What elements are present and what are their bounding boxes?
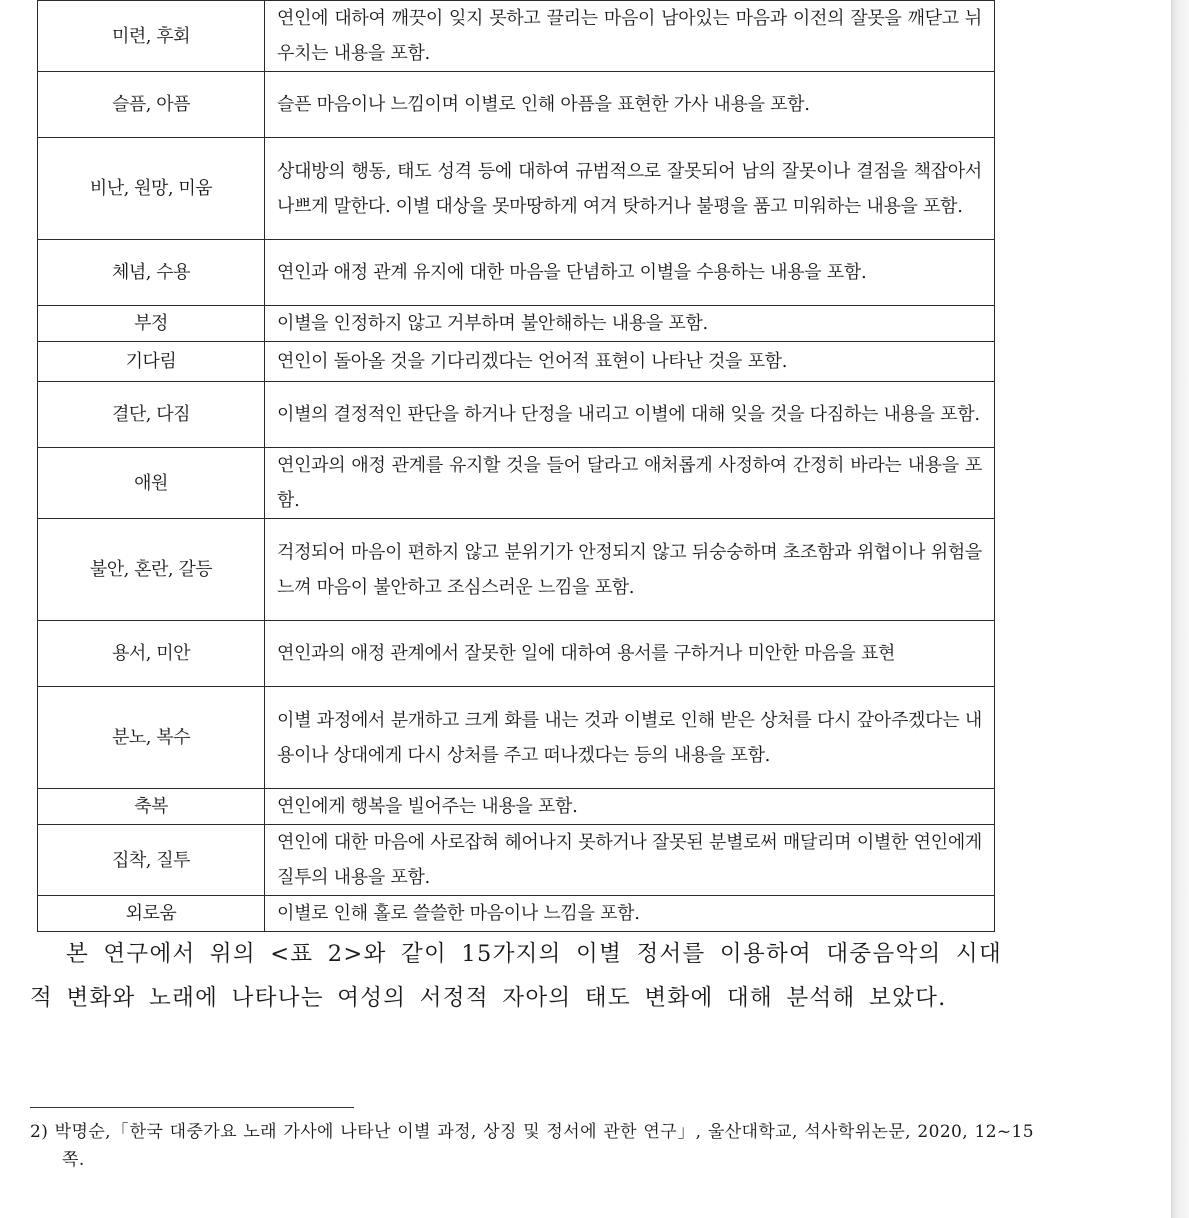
description-cell: 이별로 인해 홀로 쓸쓸한 마음이나 느낌을 포함. — [265, 896, 995, 932]
category-cell: 불안, 혼란, 갈등 — [38, 519, 265, 621]
description-cell: 걱정되어 마음이 편하지 않고 분위기가 안정되지 않고 뒤숭숭하며 초조함과 위협이나 위험을 느껴 마음이 불안하고 조심스러운 느낌을 포함. — [265, 519, 995, 621]
table-row — [38, 342, 995, 382]
category-cell: 외로움 — [38, 896, 265, 932]
description-cell: 연인과의 애정 관계에서 잘못한 일에 대하여 용서를 구하거나 미안한 마음을 표현 — [265, 621, 995, 687]
description-cell: 연인과 애정 관계 유지에 대한 마음을 단념하고 이별을 수용하는 내용을 포함. — [265, 240, 995, 306]
description-cell: 이별을 인정하지 않고 거부하며 불안해하는 내용을 포함. — [265, 306, 995, 342]
table-row — [38, 240, 995, 306]
body-paragraph: 본 연구에서 위의 <표 2>와 같이 15가지의 이별 정서를 이용하여 대중음악의 시대적 변화와 노래에 나타나는 여성의 서정적 자아의 태도 변화에 대해 분석해 보았다. — [30, 941, 1002, 1011]
table-row — [38, 896, 995, 932]
category-cell: 집착, 질투 — [38, 825, 265, 896]
emotion-table — [37, 0, 995, 932]
description-cell: 이별 과정에서 분개하고 크게 화를 내는 것과 이별로 인해 받은 상처를 다시 갚아주겠다는 내용이나 상대에게 다시 상처를 주고 떠나겠다는 등의 내용을 포함. — [265, 687, 995, 789]
description-cell: 연인에 대한 마음에 사로잡혀 헤어나지 못하거나 잘못된 분별로써 매달리며 이별한 연인에게 질투의 내용을 포함. — [265, 825, 995, 896]
category-cell: 비난, 원망, 미움 — [38, 138, 265, 240]
description-cell: 연인과의 애정 관계를 유지할 것을 들어 달라고 애처롭게 사정하여 간정히 바라는 내용을 포함. — [265, 448, 995, 519]
footnote-divider — [30, 1107, 354, 1108]
scrollbar[interactable] — [1171, 0, 1189, 1218]
table-row — [38, 621, 995, 687]
table-row — [38, 138, 995, 240]
description-cell: 슬픈 마음이나 느낌이며 이별로 인해 아픔을 표현한 가사 내용을 포함. — [265, 72, 995, 138]
category-cell: 용서, 미안 — [38, 621, 265, 687]
category-cell: 부정 — [38, 306, 265, 342]
table-row — [38, 306, 995, 342]
category-cell: 슬픔, 아픔 — [38, 72, 265, 138]
category-cell: 미련, 후회 — [38, 1, 265, 72]
category-cell: 축복 — [38, 789, 265, 825]
table-row — [38, 382, 995, 448]
table-row — [38, 72, 995, 138]
category-cell: 체념, 수용 — [38, 240, 265, 306]
description-cell: 연인이 돌아올 것을 기다리겠다는 언어적 표현이 나타난 것을 포함. — [265, 342, 995, 382]
table-row — [38, 1, 995, 72]
category-cell: 애원 — [38, 448, 265, 519]
table-row — [38, 519, 995, 621]
table-row — [38, 448, 995, 519]
table-row — [38, 687, 995, 789]
description-cell: 연인에게 행복을 빌어주는 내용을 포함. — [265, 789, 995, 825]
category-cell: 분노, 복수 — [38, 687, 265, 789]
table-row — [38, 789, 995, 825]
category-cell: 결단, 다짐 — [38, 382, 265, 448]
description-cell: 이별의 결정적인 판단을 하거나 단정을 내리고 이별에 대해 잊을 것을 다짐하는 내용을 포함. — [265, 382, 995, 448]
footnote: 2) 박명순,「한국 대중가요 노래 가사에 나타난 이별 과정, 상징 및 정서에 관한 연구」, 울산대학교, 석사학위논문, 2020, 12~15쪽. — [30, 1122, 1034, 1170]
category-cell: 기다림 — [38, 342, 265, 382]
table-row — [38, 825, 995, 896]
description-cell: 상대방의 행동, 태도 성격 등에 대하여 규범적으로 잘못되어 남의 잘못이나 결점을 책잡아서 나쁘게 말한다. 이별 대상을 못마땅하게 여겨 탓하거나 불평을 품고 미워하는 내용을 포함. — [265, 138, 995, 240]
description-cell: 연인에 대하여 깨끗이 잊지 못하고 끌리는 마음이 남아있는 마음과 이전의 잘못을 깨닫고 뉘우치는 내용을 포함. — [265, 1, 995, 72]
